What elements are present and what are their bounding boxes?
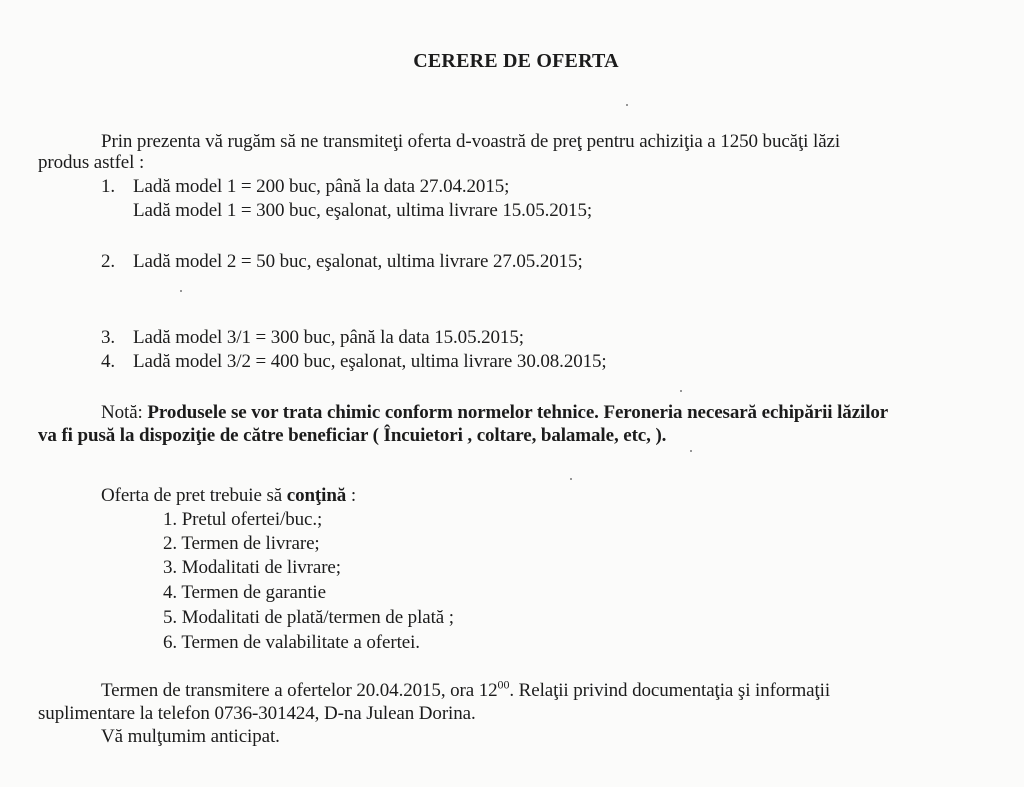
offer-list-item: 1. Pretul ofertei/buc.; [163, 509, 323, 530]
item-1b-text: Ladă model 1 = 300 buc, eşalonat, ultima livrare 15.05.2015; [133, 200, 593, 221]
closing-line-1 [101, 677, 831, 702]
scan-speck [570, 478, 572, 480]
item-4-text: Ladă model 3/2 = 400 buc, eşalonat, ultima livrare 30.08.2015; [133, 351, 607, 372]
note-line-2: va fi pusă la dispoziţie de către beneficiar ( Încuietori , coltare, balamale, etc, ). [38, 425, 667, 446]
intro-line-1: Prin prezenta vă rugăm să ne transmiteţi oferta d-voastră de preţ pentru achiziţia a 1250 bucăţi lăzi [101, 131, 841, 152]
item-3-number: 3. [101, 327, 116, 348]
note-label: Notă: [101, 402, 148, 423]
document-title: CERERE DE OFERTA [413, 50, 619, 72]
offer-heading-prefix: Oferta de pret trebuie să [101, 485, 287, 506]
intro-line-2: produs astfel : [38, 152, 145, 173]
note-text-1: Produsele se vor trata chimic conform normelor tehnice. Feroneria necesară echipării lăzilor [147, 402, 889, 423]
item-4-number: 4. [101, 351, 116, 372]
scan-speck [680, 390, 682, 392]
offer-list-item: 6. Termen de valabilitate a ofertei. [163, 632, 420, 653]
closing-line-2: suplimentare la telefon 0736-301424, D-na Julean Dorina. [38, 703, 476, 724]
offer-heading-suffix: : [346, 485, 357, 506]
scan-speck [180, 290, 182, 292]
offer-heading [101, 485, 356, 507]
item-2-text: Ladă model 2 = 50 buc, eşalonat, ultima livrare 27.05.2015; [133, 251, 583, 272]
item-1-text: Ladă model 1 = 200 buc, până la data 27.04.2015; [133, 176, 510, 197]
scan-speck [690, 450, 692, 452]
offer-list-item: 4. Termen de garantie [163, 582, 326, 603]
offer-list-item: 5. Modalitati de plată/termen de plată ; [163, 607, 454, 628]
closing-time-superscript: 00 [497, 677, 510, 692]
closing-line-3: Vă mulţumim anticipat. [101, 726, 280, 747]
note-line-1 [101, 402, 888, 424]
item-2-number: 2. [101, 251, 116, 272]
item-3-text: Ladă model 3/1 = 300 buc, până la data 15.05.2015; [133, 327, 524, 348]
closing-text-a: Termen de transmitere a ofertelor 20.04.2015, ora 12 [101, 680, 498, 701]
closing-text-b: . Relaţii privind documentaţia şi informaţii [509, 680, 831, 701]
item-1-number: 1. [101, 176, 116, 197]
scan-speck [626, 104, 628, 106]
offer-list-item: 3. Modalitati de livrare; [163, 557, 341, 578]
offer-list-item: 2. Termen de livrare; [163, 533, 320, 554]
offer-heading-bold: conţină [286, 485, 347, 506]
